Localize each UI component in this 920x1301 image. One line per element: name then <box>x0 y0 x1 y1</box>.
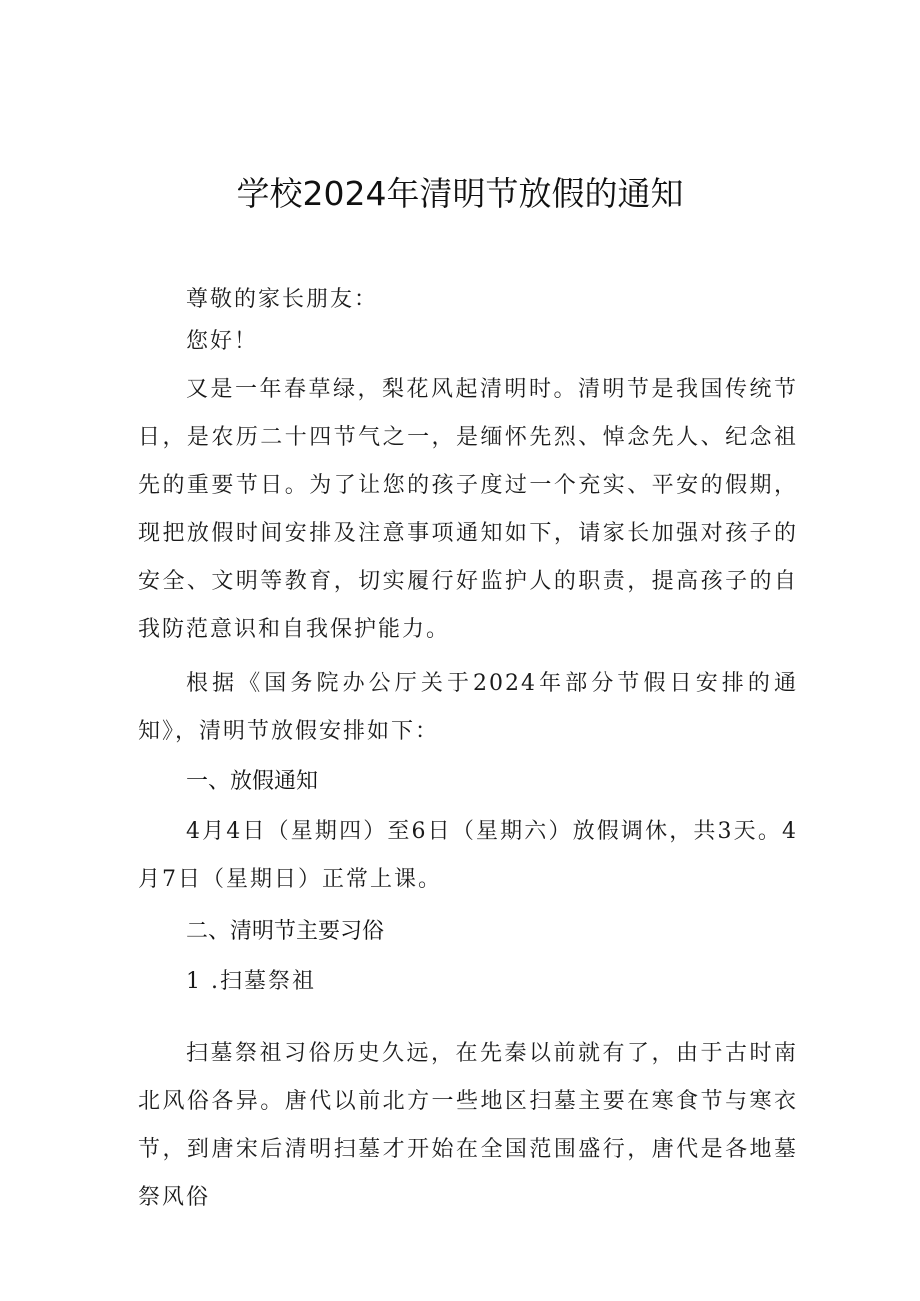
greeting: 您好！ <box>186 329 259 354</box>
section-heading-customs: 二、清明节主要习俗 <box>186 919 385 944</box>
tomb-sweeping-paragraph: 扫墓祭祖习俗历史久远，在先秦以前就有了，由于古时南北风俗各异。唐代以前北方一些地区扫墓主要在寒食节与寒衣节，到唐宋后清明扫墓才开始在全国范围盛行，唐代是各地墓祭风俗 <box>138 1041 798 1210</box>
subheading-tomb-sweeping: 1 .扫墓祭祖 <box>186 969 316 994</box>
section-heading-holiday-notice: 一、放假通知 <box>186 769 319 794</box>
salutation: 尊敬的家长朋友： <box>186 287 379 312</box>
document-title: 学校2024年清明节放假的通知 <box>236 174 684 213</box>
holiday-schedule-paragraph: 4月4日（星期四）至6日（星期六）放假调休，共3天。4月7日（星期日）正常上课。 <box>138 819 798 892</box>
basis-paragraph: 根据《国务院办公厅关于2024年部分节假日安排的通知》，清明节放假安排如下： <box>138 671 798 744</box>
intro-paragraph: 又是一年春草绿，梨花风起清明时。清明节是我国传统节日，是农历二十四节气之一，是缅怀先烈、悼念先人、纪念祖先的重要节日。为了让您的孩子度过一个充实、平安的假期，现把放假时间安排及注意事项通知如下，请家长加强对孩子的安全、文明等教育，切实履行好监护人的职责，提高孩子的自我防范意识和自我保护能力。 <box>138 377 798 642</box>
